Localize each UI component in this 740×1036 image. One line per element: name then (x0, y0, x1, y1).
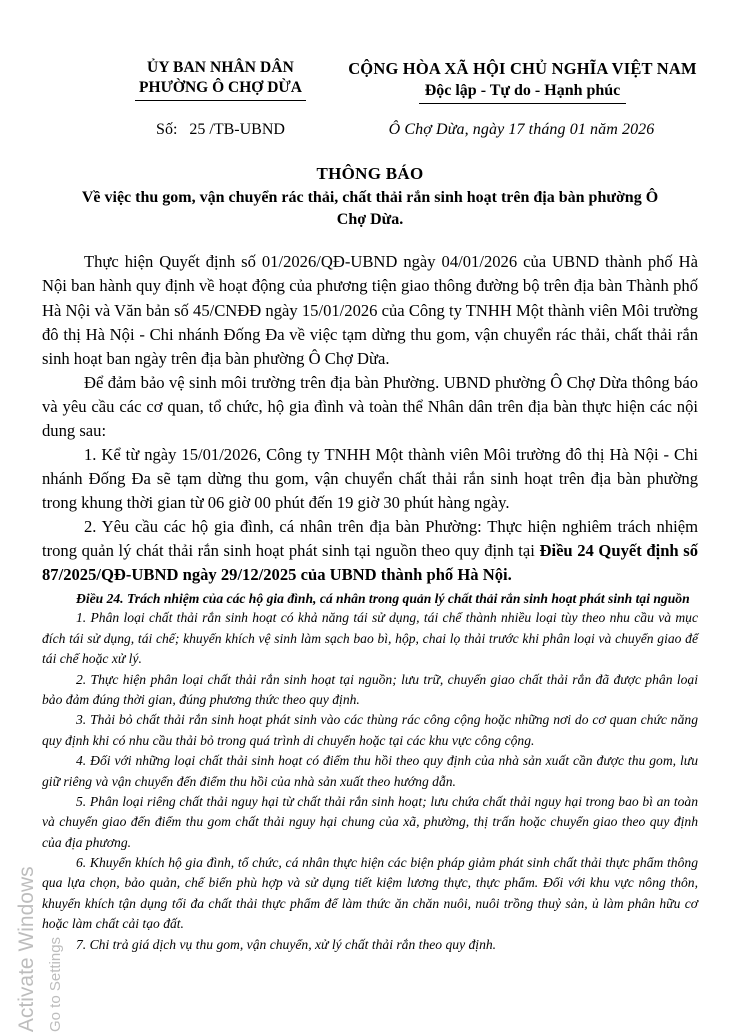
issuing-authority-line2: PHƯỜNG Ô CHỢ DỪA (135, 78, 306, 100)
letterhead (0, 0, 740, 104)
document-subject: Về việc thu gom, vận chuyển rác thải, chất thải rắn sinh hoạt trên địa bàn phường Ô Chợ Dừa. (81, 189, 659, 228)
paragraph-intro-2: Để đảm bảo vệ sinh môi trường trên địa bàn Phường. UBND phường Ô Chợ Dừa thông báo và yêu cầu các cơ quan, tổ chức, hộ gia đình và toàn thể Nhân dân trên địa bàn thực hiện các nội dung sau: (42, 372, 698, 440)
decree-item-2: 2. Thực hiện phân loại chất thải rắn sinh hoạt tại nguồn; lưu trữ, chuyển giao chất thải rắn đã được phân loại bảo đảm đúng thời gian, đúng phương thức theo quy định. (42, 671, 698, 707)
issuing-authority-block (98, 58, 343, 101)
title-block (0, 164, 740, 230)
paragraph-item-1: 1. Kể từ ngày 15/01/2026, Công ty TNHH Một thành viên Môi trường đô thị Hà Nội - Chi nhánh Đống Đa sẽ tạm dừng thu gom, vận chuyển chất thải rắn sinh hoạt trên địa bàn phường trong khung thời gian từ 06 giờ 00 phút đến 19 giờ 30 phút hàng ngày. (42, 444, 698, 512)
activation-watermark-line1: Activate Windows (14, 866, 38, 1032)
issuing-authority-line1: ỦY BAN NHÂN DÂN (147, 59, 294, 76)
decree-item-1: 1. Phân loại chất thải rắn sinh hoạt có khả năng tái sử dụng, tái chế thành nhiều loại tùy theo nhu cầu và mục đích tái sử dụng, tái chế; khuyến khích vệ sinh làm sạch bao bì, hộp, chai lọ thải trước khi phân loại và chuyển giao để tái chế hoặc xử lý. (42, 610, 698, 667)
reference-row (0, 104, 740, 139)
decree-article-heading: Điều 24. Trách nhiệm của các hộ gia đình, cá nhân trong quản lý chất thải rắn sinh hoạt phát sinh tại nguồn (76, 591, 690, 607)
national-heading-block (345, 58, 700, 104)
document-body (0, 250, 740, 955)
decree-item-5: 5. Phân loại riêng chất thải nguy hại từ chất thải rắn sinh hoạt; lưu chứa chất thải nguy hại trong bao bì an toàn và chuyển giao đến điểm thu gom chất thải nguy hại chung của xã, phường, thị trấn hoặc chuyển giao theo quy định của địa phương. (42, 793, 698, 850)
document-number: Số: 25 /TB-UBND (156, 121, 285, 139)
decree-item-7: 7. Chi trả giá dịch vụ thu gom, vận chuyển, xử lý chất thải rắn theo quy định. (76, 936, 497, 952)
national-motto: Độc lập - Tự do - Hạnh phúc (419, 81, 627, 104)
activation-watermark (0, 866, 200, 1036)
paragraph-item-2-emphasis: Điều 24 Quyết định số 87/2025/QĐ-UBND ngày 29/12/2025 của UBND thành phố Hà Nội. (42, 540, 698, 585)
document-type-title: THÔNG BÁO (316, 164, 424, 184)
activation-watermark-line2: Go to Settings (47, 936, 64, 1032)
decree-item-3: 3. Thải bỏ chất thải rắn sinh hoạt phát sinh vào các thùng rác công cộng hoặc những nơi do cơ quan chức năng quy định khi có nhu cầu thải bỏ trong quá trình di chuyển hoặc tại các khu vực công cộng. (42, 712, 698, 748)
paragraph-intro-1: Thực hiện Quyết định số 01/2026/QĐ-UBND ngày 04/01/2026 của UBND thành phố Hà Nội ban hành quy định về hoạt động của phương tiện giao thông đường bộ trên địa bàn Thành phố Hà Nội và Văn bản số 45/CNĐĐ ngày 15/01/2026 của Công ty TNHH Một thành viên Môi trường đô thị Hà Nội - Chi nhánh Đống Đa về việc tạm dừng thu gom, vận chuyển rác thải, chất thải rắn sinh hoạt ban ngày trên địa bàn phường Ô Chợ Dừa. (42, 252, 698, 368)
place-and-date: Ô Chợ Dừa, ngày 17 tháng 01 năm 2026 (388, 121, 655, 139)
decree-item-6: 6. Khuyến khích hộ gia đình, tổ chức, cá nhân thực hiện các biện pháp giảm phát sinh chất thải thực phẩm thông qua lựa chọn, bảo quản, chế biến phù hợp và sử dụng tiết kiệm lương thực, thực phẩm. Đối với khu vực nông thôn, khuyến khích tận dụng tối đa chất thải thực phẩm để làm thức ăn chăn nuôi, nuôi trồng thuỷ sản, ủ làm phân hữu cơ hoặc làm chất cải tạo đất. (42, 855, 698, 932)
paragraph-item-2 (42, 515, 698, 587)
decree-item-4: 4. Đối với những loại chất thải sinh hoạt có điểm thu hồi theo quy định của nhà sản xuất cần được thu gom, lưu giữ riêng và vận chuyển đến điểm thu hồi của nhà sản xuất theo hướng dẫn. (42, 753, 698, 789)
national-title: CỘNG HÒA XÃ HỘI CHỦ NGHĨA VIỆT NAM (348, 59, 697, 78)
paragraph-item-2-text: 2. Yêu cầu các hộ gia đình, cá nhân trên địa bàn Phường: Thực hiện nghiêm trách nhiệm trong quản lý chát thải rắn sinh hoạt phát sinh tại nguồn theo quy định tại (42, 516, 698, 560)
